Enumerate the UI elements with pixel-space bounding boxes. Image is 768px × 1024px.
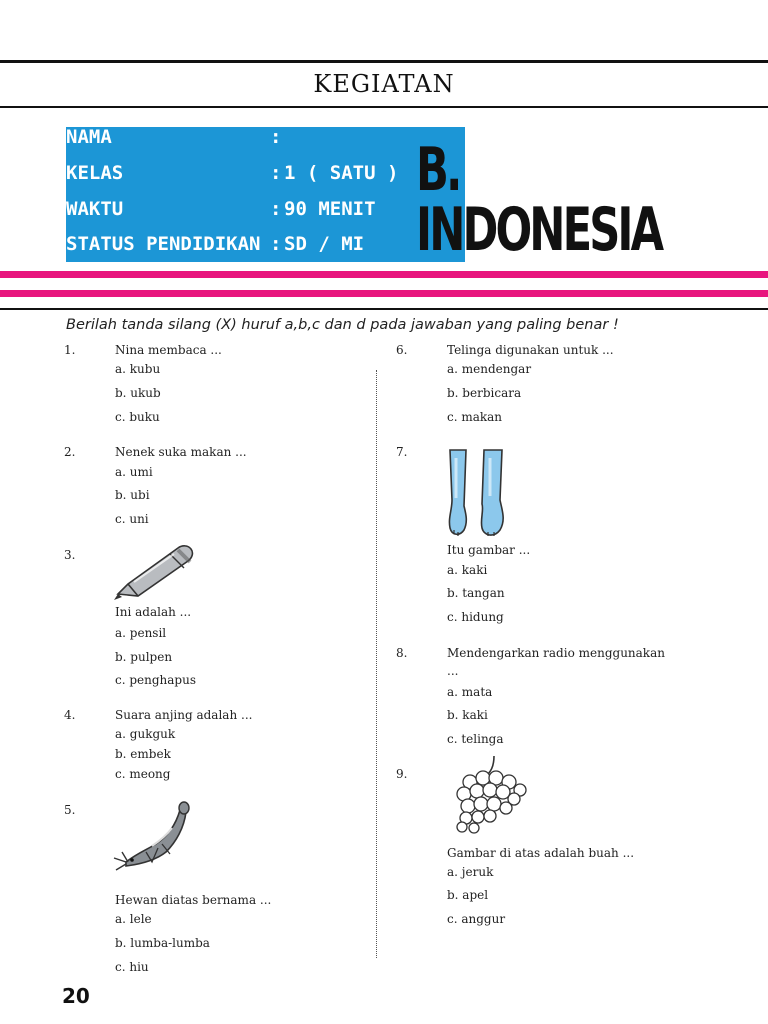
answer-option[interactable]: b. ukub [115, 386, 161, 400]
answer-option[interactable]: c. hiu [115, 960, 149, 974]
answer-option[interactable]: b. berbicara [447, 386, 522, 400]
answer-option[interactable]: a. mata [447, 685, 493, 699]
answer-option[interactable]: a. gukguk [115, 727, 176, 741]
info-label: NAMA [66, 126, 112, 148]
answer-option[interactable]: a. kaki [447, 563, 488, 577]
title-rule [0, 106, 768, 108]
question-number: 7. [396, 445, 408, 459]
question-number: 9. [396, 767, 408, 781]
info-value-waktu: 90 MENIT [284, 198, 376, 220]
answer-option[interactable]: b. apel [447, 888, 489, 902]
info-label: WAKTU [66, 198, 124, 220]
answer-option[interactable]: b. kaki [447, 708, 488, 722]
answer-option[interactable]: c. hidung [447, 610, 504, 624]
info-row-waktu [66, 198, 465, 232]
answer-option[interactable]: b. embek [115, 747, 171, 761]
column-divider [376, 370, 377, 958]
question-text: Itu gambar ... [447, 543, 531, 557]
question-text: Nenek suka makan ... [115, 445, 247, 459]
answer-option[interactable]: a. lele [115, 912, 152, 926]
question-number: 5. [64, 803, 76, 817]
top-rule [0, 60, 768, 63]
student-info-box [66, 127, 465, 262]
question-text: Nina membaca ... [115, 343, 222, 357]
page-title: KEGIATAN [313, 70, 455, 98]
info-row-kelas [66, 162, 465, 196]
subject-title: B. INDONESIA [416, 135, 662, 265]
info-value-status: SD / MI [284, 233, 365, 255]
answer-option[interactable]: a. jeruk [447, 865, 494, 879]
answer-option[interactable]: a. pensil [115, 626, 167, 640]
pen-icon [112, 540, 196, 602]
question-number: 8. [396, 646, 408, 660]
answer-option[interactable]: c. anggur [447, 912, 506, 926]
question-text: Hewan diatas bernama ... [115, 893, 272, 907]
instruction-text: Berilah tanda silang (X) huruf a,b,c dan d pada jawaban yang paling benar ! [66, 317, 619, 333]
pink-stripe-top [0, 271, 768, 278]
answer-option[interactable]: c. uni [115, 512, 149, 526]
page-number: 20 [62, 984, 90, 1008]
info-colon: : [270, 126, 282, 148]
feet-icon [444, 448, 510, 540]
answer-option[interactable]: c. telinga [447, 732, 504, 746]
question-number: 6. [396, 343, 408, 357]
question-text-continued: ... [447, 664, 459, 678]
question-number: 1. [64, 343, 76, 357]
info-row-status [66, 233, 465, 267]
answer-option[interactable]: c. makan [447, 410, 503, 424]
answer-option[interactable]: b. ubi [115, 488, 150, 502]
answer-option[interactable]: a. kubu [115, 362, 161, 376]
question-number: 2. [64, 445, 76, 459]
pink-stripe-bottom [0, 290, 768, 297]
grapes-icon [448, 754, 528, 834]
question-number: 3. [64, 548, 76, 562]
info-label: STATUS PENDIDIKAN [66, 233, 261, 255]
answer-option[interactable]: c. penghapus [115, 673, 196, 687]
answer-option[interactable]: a. mendengar [447, 362, 532, 376]
info-colon: : [270, 233, 282, 255]
answer-option[interactable]: c. meong [115, 767, 171, 781]
question-text: Suara anjing adalah ... [115, 708, 253, 722]
section-rule [0, 308, 768, 310]
catfish-icon [112, 800, 194, 876]
info-row-nama [66, 126, 465, 160]
info-colon: : [270, 198, 282, 220]
answer-option[interactable]: a. umi [115, 465, 153, 479]
question-text: Ini adalah ... [115, 605, 192, 619]
question-text: Mendengarkan radio menggunakan [447, 646, 665, 660]
question-number: 4. [64, 708, 76, 722]
answer-option[interactable]: b. lumba-lumba [115, 936, 210, 950]
info-colon: : [270, 162, 282, 184]
info-value-kelas: 1 ( SATU ) [284, 162, 399, 184]
answer-option[interactable]: b. tangan [447, 586, 505, 600]
question-text: Telinga digunakan untuk ... [447, 343, 614, 357]
question-text: Gambar di atas adalah buah ... [447, 846, 635, 860]
answer-option[interactable]: c. buku [115, 410, 160, 424]
answer-option[interactable]: b. pulpen [115, 650, 173, 664]
info-label: KELAS [66, 162, 124, 184]
